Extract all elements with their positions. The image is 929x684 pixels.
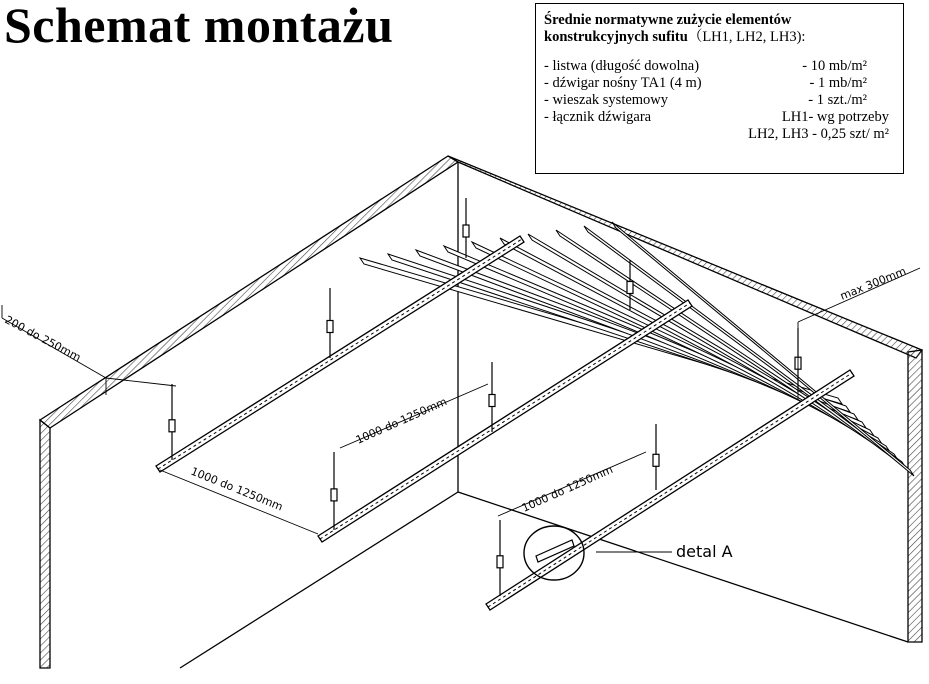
info-item-value: LH1- wg potrzeby bbox=[781, 109, 889, 125]
page-title: Schemat montażu bbox=[4, 0, 394, 53]
info-item-value: - 1 mb/m² bbox=[809, 75, 867, 91]
hanger-spring bbox=[331, 489, 337, 501]
dim-wall-offset: 200 do 250mm bbox=[2, 313, 83, 365]
hanger-spring bbox=[327, 321, 333, 333]
detail-a-label: detal A bbox=[676, 542, 733, 561]
info-item-extra-value: LH2, LH3 - 0,25 szt/ m² bbox=[748, 126, 889, 142]
info-heading-line1: Średnie normatywne zużycie elementów bbox=[544, 12, 792, 28]
info-item-label: - łącznik dźwigara bbox=[544, 109, 652, 125]
hanger-spring bbox=[169, 420, 175, 432]
left-wall-post bbox=[40, 420, 50, 668]
info-item-value: - 10 mb/m² bbox=[802, 58, 867, 74]
hanger-spring bbox=[463, 225, 469, 237]
floor-left-edge bbox=[180, 492, 458, 668]
hanger-spring bbox=[653, 454, 659, 466]
info-item-label: - dźwigar nośny TA1 (4 m) bbox=[544, 75, 702, 91]
hanger-spring bbox=[489, 395, 495, 407]
ceiling-slat bbox=[556, 230, 898, 460]
dimension-lines bbox=[2, 268, 920, 552]
info-heading-text: konstrukcyjnych sufitu bbox=[544, 29, 688, 45]
carrier-rail-holes bbox=[488, 373, 852, 607]
carrier-rails bbox=[156, 236, 854, 610]
info-item-label: - listwa (długość dowolna) bbox=[544, 58, 700, 74]
info-item-value: - 1 szt./m² bbox=[808, 92, 867, 108]
right-wall-post bbox=[908, 350, 922, 642]
info-item-label: - wieszak systemowy bbox=[544, 92, 669, 108]
info-heading-codes: （LH1, LH2, LH3): bbox=[687, 29, 806, 45]
carrier-rail bbox=[156, 236, 524, 472]
dim-end-distance: max 300mm bbox=[838, 264, 908, 303]
dim-carrier-spacing: 1000 do 1250mm bbox=[188, 464, 285, 514]
left-wall-top-band bbox=[40, 156, 458, 428]
hanger-spring bbox=[627, 282, 633, 294]
dim-hanger-spacing-a: 1000 do 1250mm bbox=[353, 394, 449, 447]
dim-hanger-spacing-b: 1000 do 1250mm bbox=[519, 462, 615, 515]
ceiling-slat bbox=[584, 226, 906, 468]
hanger-spring bbox=[497, 556, 503, 568]
ceiling-slats bbox=[360, 222, 914, 476]
